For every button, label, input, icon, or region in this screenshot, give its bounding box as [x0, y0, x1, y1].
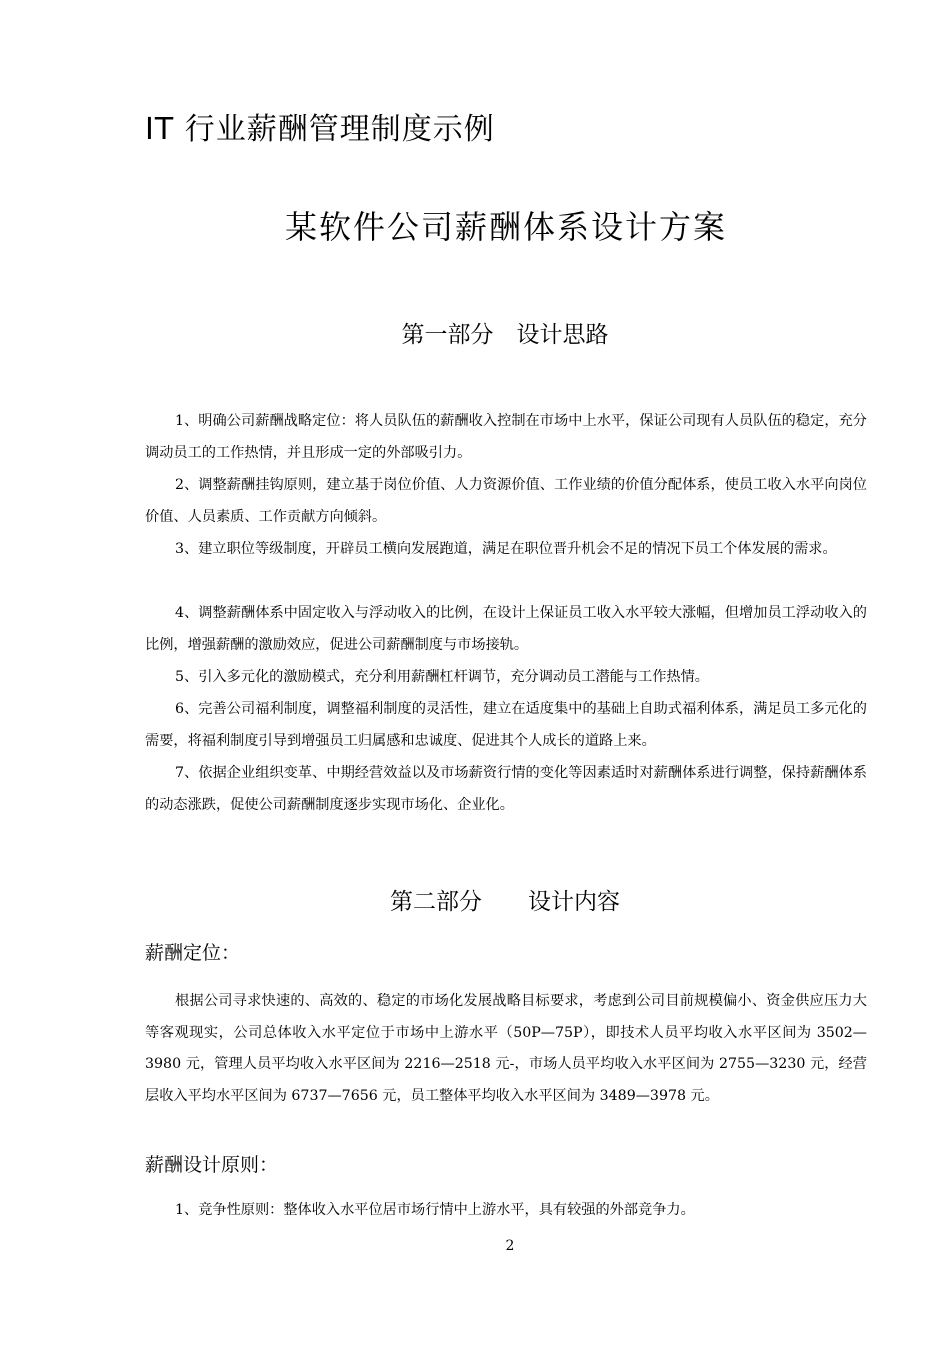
- principle-competitive: 1、竞争性原则：整体收入水平位居市场行情中上游水平，具有较强的外部竞争力。: [175, 1202, 695, 1218]
- part1-item-2: 2、调整薪酬挂钩原则，建立基于岗位价值、人力资源价值、工作业绩的价值分配体系，使员工收入水平向岗位价值、人员素质、工作贡献方向倾斜。: [145, 477, 867, 525]
- part1-item-4: 4、调整薪酬体系中固定收入与浮动收入的比例，在设计上保证员工收入水平较大涨幅，但增加员工浮动收入的比例，增强薪酬的激励效应，促进公司薪酬制度与市场接轨。: [145, 605, 867, 653]
- part1-item-5: 5、引入多元化的激励模式，充分利用薪酬杠杆调节，充分调动员工潜能与工作热情。: [175, 669, 709, 685]
- part1-heading: 第一部分 设计思路: [401, 322, 609, 348]
- part1-item-6: 6、完善公司福利制度，调整福利制度的灵活性，建立在适度集中的基础上自助式福利体系，满足员工多元化的需要，将福利制度引导到增强员工归属感和忠诚度、促进其个人成长的道路上来。: [145, 701, 867, 749]
- salary-principles-heading: 薪酬设计原则：: [145, 1154, 279, 1176]
- document-title: IT 行业薪酬管理制度示例: [145, 112, 495, 147]
- salary-positioning-heading: 薪酬定位：: [145, 942, 241, 964]
- part1-item-3: 3、建立职位等级制度，开辟员工横向发展跑道，满足在职位晋升机会不足的情况下员工个体发展的需求。: [175, 541, 837, 557]
- page-number: 2: [505, 1238, 515, 1254]
- part1-item-7: 7、依据企业组织变革、中期经营效益以及市场薪资行情的变化等因素适时对薪酬体系进行调整，保持薪酬体系的动态涨跌，促使公司薪酬制度逐步实现市场化、企业化。: [145, 765, 867, 813]
- part2-heading: 第二部分 设计内容: [390, 889, 620, 915]
- salary-positioning-text: 根据公司寻求快速的、高效的、稳定的市场化发展战略目标要求，考虑到公司目前规模偏小、资金供应压力大等客观现实，公司总体收入水平定位于市场中上游水平（50P—75P），即技术人员平均收入水平区间为 3502—3980 元，管理人员平均收入水平区间为 2216—2518 元-，市场人员平均收入水平区间为 2755—3230 元，经营层收入平均水平区间为 6737—7656 元，员工整体平均收入水平区间为 3489—3978 元。: [145, 993, 867, 1104]
- document-subtitle: 某软件公司薪酬体系设计方案: [284, 208, 727, 246]
- part1-item-1: 1、明确公司薪酬战略定位：将人员队伍的薪酬收入控制在市场中上水平，保证公司现有人员队伍的稳定，充分调动员工的工作热情，并且形成一定的外部吸引力。: [145, 413, 867, 461]
